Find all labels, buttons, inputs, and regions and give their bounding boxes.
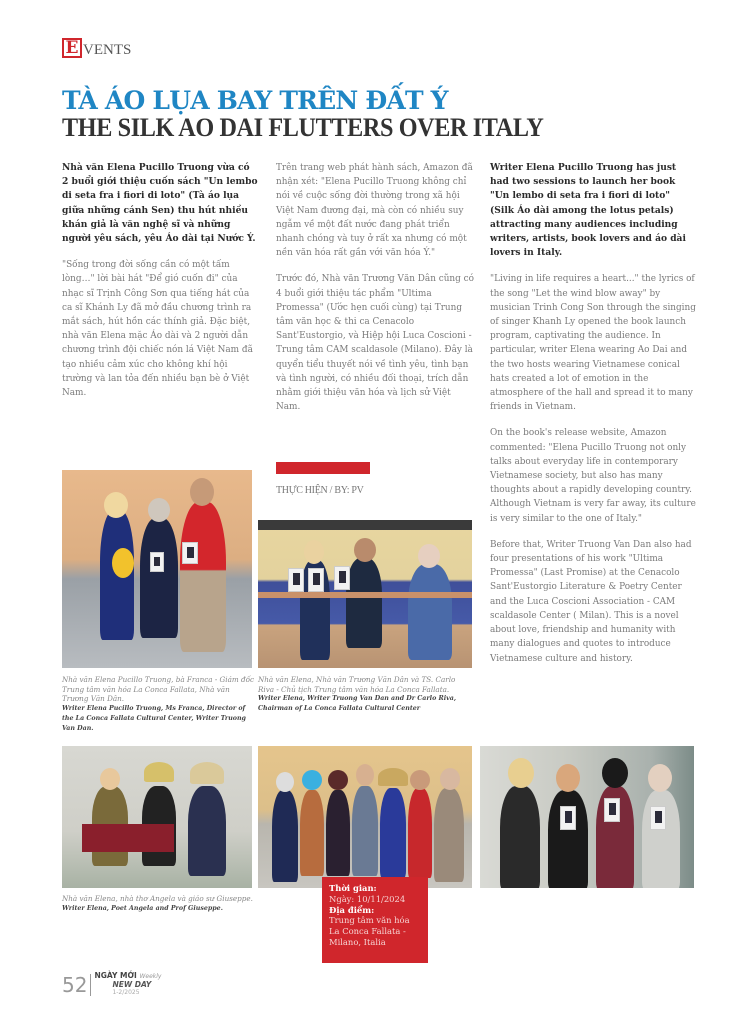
book xyxy=(150,552,164,572)
body-paragraph: Before that, Writer Truong Van Dan also had four presentations of his work "Ultima Promessa" (Last Promise) at the Cenacolo Sant'Eustorgio Literature & Poetry Center and the Luca Coscioni Association - CAM scaldasole Center ( Milan). This is a novel about love, friendship and humanity with many dialogues and quotes to introduce Vietnamese culture and history. xyxy=(490,539,692,664)
figure xyxy=(434,788,464,882)
book xyxy=(308,568,324,592)
place-value: Trung tâm văn hóa La Conca Fallata - Milano, Italia xyxy=(329,915,410,947)
photo-table-presentation xyxy=(258,520,472,668)
caption-en: Writer Elena, Writer Truong Van Dan and Dr Carlo Riva, Chairman of La Conca Fallata Cultural Center xyxy=(258,695,457,713)
lead-paragraph-vn: Nhà văn Elena Pucillo Truong vừa có 2 buổi giới thiệu cuốn sách "Un lembo di seta fra i fiori di loto" (Tà áo lụa giữa những cánh Sen) thu hút nhiều khán giả là văn nghệ sĩ và những người yêu sách, yêu Áo dài tại Nước Ý. xyxy=(62,162,258,245)
figure xyxy=(408,788,432,878)
figure-head xyxy=(602,758,628,788)
headline-english: THE SILK AO DAI FLUTTERS OVER ITALY xyxy=(62,113,544,142)
figure xyxy=(188,786,226,876)
book xyxy=(650,806,666,830)
brand-vn: NGÀY MỚI xyxy=(94,971,137,980)
caption-en: Writer Elena, Poet Angela and Prof Giuseppe. xyxy=(62,904,223,912)
figure-head xyxy=(410,770,430,790)
photo-group xyxy=(258,746,472,888)
figure-head xyxy=(148,498,170,522)
figure-head xyxy=(100,768,120,790)
footer-divider xyxy=(90,974,91,996)
figure xyxy=(140,518,178,638)
figure-head xyxy=(302,770,322,790)
figure-head xyxy=(648,764,672,792)
figure xyxy=(548,790,588,888)
photo-caption xyxy=(62,894,254,914)
figure xyxy=(500,786,540,888)
photo-caption xyxy=(258,675,463,714)
magazine-logo xyxy=(94,972,161,997)
figure xyxy=(272,790,298,882)
figure-head xyxy=(104,492,128,518)
book xyxy=(288,568,304,592)
byline-red-bar xyxy=(276,462,370,474)
figure-head xyxy=(508,758,534,788)
section-label: VENTS xyxy=(83,42,132,58)
brand-small: Weekly xyxy=(139,973,162,980)
column-vietnamese-2 xyxy=(276,161,474,426)
caption-en: Writer Elena Pucillo Truong, Ms Franca, Director of the La Conca Fallata Cultural Center, Writer Truong Van Dan. xyxy=(62,704,246,732)
byline: THỰC HIỆN / BY: PV xyxy=(276,485,364,496)
caption-vn: Nhà văn Elena, nhà thơ Angela và giáo sư Giuseppe. xyxy=(62,894,253,903)
table xyxy=(258,592,472,598)
figure-head xyxy=(354,538,376,562)
figure xyxy=(352,786,378,876)
figure-head xyxy=(356,764,374,786)
brand-en: NEW DAY xyxy=(112,980,152,989)
time-label: Thời gian: xyxy=(329,883,377,893)
figure xyxy=(180,502,226,652)
section-tag xyxy=(62,38,131,58)
body-paragraph: Trước đó, Nhà văn Trương Văn Dân cũng có 4 buổi giới thiệu tác phẩm "Ultima Promessa" (Ước hẹn cuối cùng) tại Trung tâm văn học & thi ca Cenacolo Sant'Eustorgio, và Hiệp hội Luca Coscioni - Trung tâm CAM scaldasole (Milano). Đây là quyển tiểu thuyết nói về tình yêu, tình bạn và tình người, có nhiều đối thoại, trích dẫn nhằm giới thiệu văn hóa và lịch sử Việt Nam. xyxy=(276,274,474,413)
figure xyxy=(300,790,324,876)
book xyxy=(560,806,576,830)
lead-paragraph-en: Writer Elena Pucillo Truong has just had two sessions to launch her book "Un lembo di seta fra i fiori di loto" (Silk Áo dài among the lotus petals) attracting many audiences including writers, artists, book lovers and áo dài lovers in Italy. xyxy=(490,162,686,259)
figure xyxy=(408,564,452,660)
body-paragraph: On the book's release website, Amazon commented: "Elena Pucillo Truong not only talks about everyday life in contemporary Vietnamese society, but also has many thoughts about a rapidly developing country. Although Vietnam is very far away, its culture is very similar to the one of Italy." xyxy=(490,428,696,524)
column-vietnamese-1 xyxy=(62,161,258,412)
time-value: Ngày: 10/11/2024 xyxy=(329,893,406,904)
photo-four-women xyxy=(480,746,694,888)
event-info-box xyxy=(322,877,428,963)
photo-caption xyxy=(62,675,254,734)
figure-head xyxy=(190,478,214,506)
caption-vn: Nhà văn Elena Pucillo Truong, bà Franca - Giám đốc Trung tâm văn hóa La Conca Fallata, Nhà văn Trương Văn Dân. xyxy=(62,675,254,704)
book xyxy=(182,542,198,564)
figure xyxy=(326,790,350,876)
conical-hat xyxy=(190,762,224,784)
conical-hat xyxy=(144,762,174,782)
conical-hat xyxy=(378,768,408,786)
body-paragraph: Trên trang web phát hành sách, Amazon đã nhận xét: "Elena Pucillo Truong không chỉ nói về cuộc sống đời thường trong xã hội Việt Nam đương đại, mà còn có nhiều suy ngẫm về một đất nước đang phát triển nhanh chóng và tuy ở rất xa nhưng có một nền văn hóa rất gần với văn hóa Ý." xyxy=(276,163,473,259)
page-number: 52 xyxy=(62,972,88,997)
column-english xyxy=(490,161,696,678)
sunflower-bouquet xyxy=(112,548,134,578)
figure-head xyxy=(556,764,580,792)
red-tablecloth xyxy=(82,824,174,852)
figure-head xyxy=(418,544,440,568)
photo-courtyard-trio xyxy=(62,470,252,668)
figure xyxy=(346,558,382,648)
figure-head xyxy=(276,772,294,792)
section-initial: E xyxy=(62,38,82,58)
figure xyxy=(380,788,406,878)
place-label: Địa điểm: xyxy=(329,904,375,915)
figure-head xyxy=(304,540,324,564)
figure-head xyxy=(328,770,348,790)
body-paragraph: "Sống trong đời sống cần có một tấm lòng…" lời bài hát "Để gió cuốn đi" của nhạc sĩ Trịnh Công Sơn qua tiếng hát của ca sĩ Khánh Ly đã mở đầu chương trình ra mắt sách, hút hồn các thính giả. Đặc biệt, nhà văn Elena mặc Áo dài và 2 người dẫn chương trình đội chiếc nón lá Việt Nam đã tạo nhiều cảm xúc cho không khí hội trường và lan tỏa đến nhiều bạn bè ở Việt Nam. xyxy=(62,260,253,399)
book xyxy=(334,566,350,590)
caption-vn: Nhà văn Elena, Nhà văn Trương Văn Dân và TS. Carlo Riva - Chủ tịch Trung tâm văn hóa La Conca Fallata. xyxy=(258,675,456,694)
book xyxy=(604,798,620,822)
figure xyxy=(642,790,680,888)
wall-frame xyxy=(258,520,472,530)
headline-vietnamese: TÀ ÁO LỤA BAY TRÊN ĐẤT Ý xyxy=(62,86,448,115)
issue-date: 1-2/2025 xyxy=(112,989,140,996)
photo-reading-conical-hats xyxy=(62,746,252,888)
figure-head xyxy=(440,768,460,790)
page-footer xyxy=(62,972,161,997)
body-paragraph: "Living in life requires a heart..." the lyrics of the song "Let the wind blow away" by musician Trinh Cong Son through the singing of singer Khanh Ly opened the book launch program, captivating the audience. In particular, writer Elena wearing Ao Dai and the two hosts wearing Vietnamese conical hats created a lot of emotion in the atmosphere of the hall and spread it to many friends in Vietnam. xyxy=(490,274,696,413)
